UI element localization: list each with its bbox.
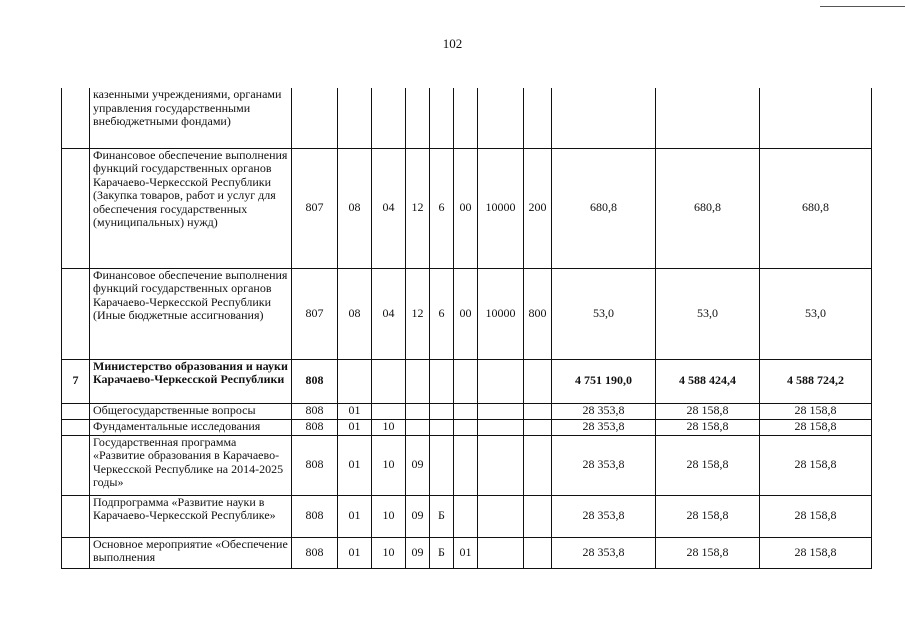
amount-year-1: 680,8 — [552, 148, 656, 268]
activity-code: 00 — [454, 148, 478, 268]
activity-code: 01 — [454, 537, 478, 568]
ministry-code: 808 — [292, 537, 338, 568]
row-index — [62, 419, 90, 435]
direction-code: 10000 — [478, 148, 524, 268]
amount-year-1: 4 751 190,0 — [552, 359, 656, 403]
table-row — [62, 419, 872, 435]
section-code: 01 — [338, 537, 372, 568]
subsection-code: 10 — [372, 495, 406, 537]
amount-year-2: 680,8 — [656, 148, 760, 268]
subprogram-code — [430, 435, 454, 495]
amount-year-1: 28 353,8 — [552, 537, 656, 568]
amount-year-3: 28 158,8 — [760, 495, 872, 537]
row-index — [62, 435, 90, 495]
amount-year-1: 28 353,8 — [552, 403, 656, 419]
row-name: Основное мероприятие «Обеспечение выполнения — [90, 537, 292, 568]
program-code: 12 — [406, 268, 430, 359]
top-right-rule — [820, 6, 905, 7]
row-index — [62, 148, 90, 268]
amount-year-1: 53,0 — [552, 268, 656, 359]
amount-year-1 — [552, 88, 656, 148]
section-code: 01 — [338, 403, 372, 419]
ministry-code — [292, 88, 338, 148]
direction-code: 10000 — [478, 268, 524, 359]
subprogram-code — [430, 403, 454, 419]
row-name: Финансовое обеспечение выполнения функций государственных органов Карачаево-Черкесской Республики (Закупка товаров, работ и услуг для обеспечения государственных (муниципальных) нужд) — [90, 148, 292, 268]
program-code — [406, 419, 430, 435]
amount-year-2: 28 158,8 — [656, 435, 760, 495]
row-index: 7 — [62, 359, 90, 403]
table-row — [62, 403, 872, 419]
amount-year-2 — [656, 88, 760, 148]
subsection-code — [372, 403, 406, 419]
subsection-code: 10 — [372, 419, 406, 435]
activity-code — [454, 359, 478, 403]
amount-year-2: 28 158,8 — [656, 419, 760, 435]
section-code — [338, 359, 372, 403]
amount-year-2: 28 158,8 — [656, 537, 760, 568]
ministry-code: 808 — [292, 435, 338, 495]
ministry-code: 807 — [292, 268, 338, 359]
ministry-code: 808 — [292, 495, 338, 537]
row-name: Общегосударственные вопросы — [90, 403, 292, 419]
section-code — [338, 88, 372, 148]
subsection-code — [372, 359, 406, 403]
activity-code — [454, 88, 478, 148]
activity-code — [454, 495, 478, 537]
amount-year-3: 53,0 — [760, 268, 872, 359]
direction-code — [478, 88, 524, 148]
amount-year-2: 4 588 424,4 — [656, 359, 760, 403]
table-row — [62, 435, 872, 495]
expense-type-code — [524, 495, 552, 537]
amount-year-2: 53,0 — [656, 268, 760, 359]
subprogram-code: Б — [430, 537, 454, 568]
amount-year-3: 680,8 — [760, 148, 872, 268]
row-index — [62, 88, 90, 148]
subprogram-code — [430, 359, 454, 403]
program-code: 09 — [406, 435, 430, 495]
section-code: 01 — [338, 435, 372, 495]
row-name: Министерство образования и науки Карачаево-Черкесской Республики — [90, 359, 292, 403]
subsection-code: 04 — [372, 148, 406, 268]
expense-type-code — [524, 537, 552, 568]
section-code: 08 — [338, 268, 372, 359]
row-name: Государственная программа «Развитие образования в Карачаево-Черкесской Республике на 2014-2025 годы» — [90, 435, 292, 495]
subprogram-code: 6 — [430, 148, 454, 268]
table-row — [62, 537, 872, 568]
row-name: Финансовое обеспечение выполнения функций государственных органов Карачаево-Черкесской Республики (Иные бюджетные ассигнования) — [90, 268, 292, 359]
expense-type-code — [524, 419, 552, 435]
subprogram-code — [430, 419, 454, 435]
program-code — [406, 403, 430, 419]
row-name: казенными учреждениями, органами управления государственными внебюджетными фондами) — [90, 88, 292, 148]
subprogram-code: Б — [430, 495, 454, 537]
table-row — [62, 495, 872, 537]
expense-type-code — [524, 88, 552, 148]
program-code: 09 — [406, 495, 430, 537]
amount-year-2: 28 158,8 — [656, 495, 760, 537]
section-code: 01 — [338, 419, 372, 435]
budget-table — [61, 88, 872, 569]
row-index — [62, 403, 90, 419]
table-row — [62, 148, 872, 268]
subprogram-code — [430, 88, 454, 148]
expense-type-code: 800 — [524, 268, 552, 359]
row-name: Подпрограмма «Развитие науки в Карачаево-Черкесской Республике» — [90, 495, 292, 537]
subsection-code: 10 — [372, 537, 406, 568]
row-index — [62, 537, 90, 568]
direction-code — [478, 537, 524, 568]
row-index — [62, 495, 90, 537]
section-code: 01 — [338, 495, 372, 537]
subsection-code — [372, 88, 406, 148]
direction-code — [478, 495, 524, 537]
page-number: 102 — [442, 36, 463, 51]
program-code: 09 — [406, 537, 430, 568]
activity-code — [454, 419, 478, 435]
program-code — [406, 88, 430, 148]
table-row — [62, 359, 872, 403]
direction-code — [478, 403, 524, 419]
expense-type-code: 200 — [524, 148, 552, 268]
amount-year-3: 28 158,8 — [760, 419, 872, 435]
program-code — [406, 359, 430, 403]
amount-year-3: 28 158,8 — [760, 537, 872, 568]
row-name: Фундаментальные исследования — [90, 419, 292, 435]
direction-code — [478, 359, 524, 403]
ministry-code: 808 — [292, 419, 338, 435]
row-index — [62, 268, 90, 359]
amount-year-3: 4 588 724,2 — [760, 359, 872, 403]
direction-code — [478, 435, 524, 495]
subsection-code: 10 — [372, 435, 406, 495]
subprogram-code: 6 — [430, 268, 454, 359]
amount-year-1: 28 353,8 — [552, 435, 656, 495]
program-code: 12 — [406, 148, 430, 268]
amount-year-3 — [760, 88, 872, 148]
amount-year-3: 28 158,8 — [760, 403, 872, 419]
table-row — [62, 268, 872, 359]
expense-type-code — [524, 435, 552, 495]
section-code: 08 — [338, 148, 372, 268]
ministry-code: 807 — [292, 148, 338, 268]
amount-year-1: 28 353,8 — [552, 419, 656, 435]
expense-type-code — [524, 403, 552, 419]
subsection-code: 04 — [372, 268, 406, 359]
ministry-code: 808 — [292, 403, 338, 419]
amount-year-2: 28 158,8 — [656, 403, 760, 419]
expense-type-code — [524, 359, 552, 403]
direction-code — [478, 419, 524, 435]
table-row — [62, 88, 872, 148]
amount-year-1: 28 353,8 — [552, 495, 656, 537]
activity-code — [454, 403, 478, 419]
activity-code — [454, 435, 478, 495]
activity-code: 00 — [454, 268, 478, 359]
ministry-code: 808 — [292, 359, 338, 403]
amount-year-3: 28 158,8 — [760, 435, 872, 495]
